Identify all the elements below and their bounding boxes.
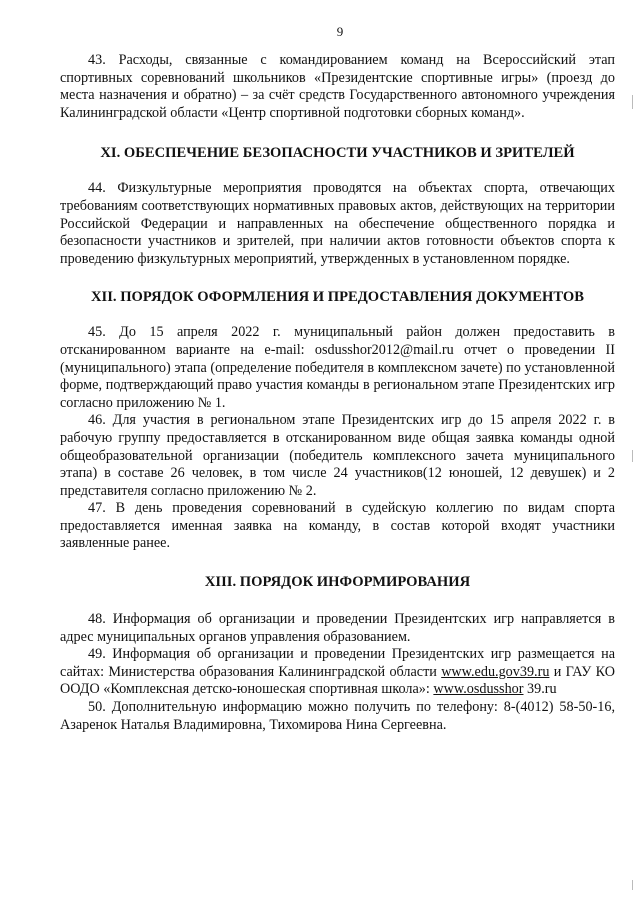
paragraph-50: 50. Дополнительную информацию можно получить по телефону: 8-(4012) 58-50-16, Азаренок Наталья Владимировна, Тихомирова Нина Сергеевна. — [60, 699, 615, 733]
link-osdusshor[interactable]: www.osdusshor — [433, 681, 524, 698]
paragraph-49 — [60, 646, 615, 699]
paragraph-46: 46. Для участия в региональном этапе Президентских игр до 15 апреля 2022 г. в рабочую группу предоставляется в отсканированном виде общая заявка команды одной общеобразовательной организации (победитель комплексного зачета муниципального этапа) в составе 26 человек, в том числе 24 участников(12 юношей, 12 девушек) и 2 представителя согласно приложению № 2. — [60, 412, 615, 499]
paragraph-44: 44. Физкультурные мероприятия проводятся на объектах спорта, отвечающих требованиям соответствующих нормативных правовых актов, действующих на территории Российской Федерации и направленных на обеспечение общественного порядка и безопасности участников и зрителей, при наличии актов готовности объектов спорта к проведению физкультурных мероприятий, утвержденных в установленном порядке. — [60, 180, 615, 267]
link-edu-gov39[interactable]: www.edu.gov39.ru — [441, 663, 550, 680]
scan-edge-mark — [632, 450, 633, 462]
paragraph-43: 43. Расходы, связанные с командированием команд на Всероссийский этап спортивных соревнований школьников «Президентские спортивные игры» (проезд до места назначения и обратно) – за счёт средств Государственного автономного учреждения Калининградской области «Центр спортивной подготовки сборных команд». — [60, 52, 615, 121]
paragraph-47: 47. В день проведения соревнований в судейскую коллегию по видам спорта предоставляется именная заявка на команду, в состав которой входят участники заявленные ранее. — [60, 500, 615, 552]
scan-edge-mark — [632, 880, 633, 890]
paragraph-49-text-mid: и ГАУ КО ООДО «Комплексная детско-юношеская спортивная школа»: — [60, 663, 615, 698]
section-heading-xiii: XIII. ПОРЯДОК ИНФОРМИРОВАНИЯ — [204, 574, 471, 591]
page-number: 9 — [336, 24, 344, 39]
document-body — [60, 52, 615, 734]
scan-edge-mark — [632, 95, 633, 109]
paragraph-49-text-start: 49. Информация об организации и проведении Президентских игр размещается на сайтах: Министерства образования Калининградской области — [60, 646, 615, 680]
section-heading-xii: XII. ПОРЯДОК ОФОРМЛЕНИЯ И ПРЕДОСТАВЛЕНИЯ ДОКУМЕНТОВ — [91, 289, 584, 306]
paragraph-49-text-end: 39.ru — [523, 681, 557, 698]
paragraph-48: 48. Информация об организации и проведении Президентских игр направляется в адрес муниципальных органов управления образованием. — [60, 611, 615, 645]
section-heading-xi: XI. ОБЕСПЕЧЕНИЕ БЕЗОПАСНОСТИ УЧАСТНИКОВ И ЗРИТЕЛЕЙ — [100, 145, 575, 162]
paragraph-45: 45. До 15 апреля 2022 г. муниципальный район должен предоставить в отсканированном варианте на e-mail: osdusshor2012@mail.ru отчет о проведении II (муниципального) этапа (определение победителя в комплексном зачете) по установленной форме, подтверждающий право участия команды в региональном этапе Президентских игр согласно приложению № 1. — [60, 324, 615, 411]
